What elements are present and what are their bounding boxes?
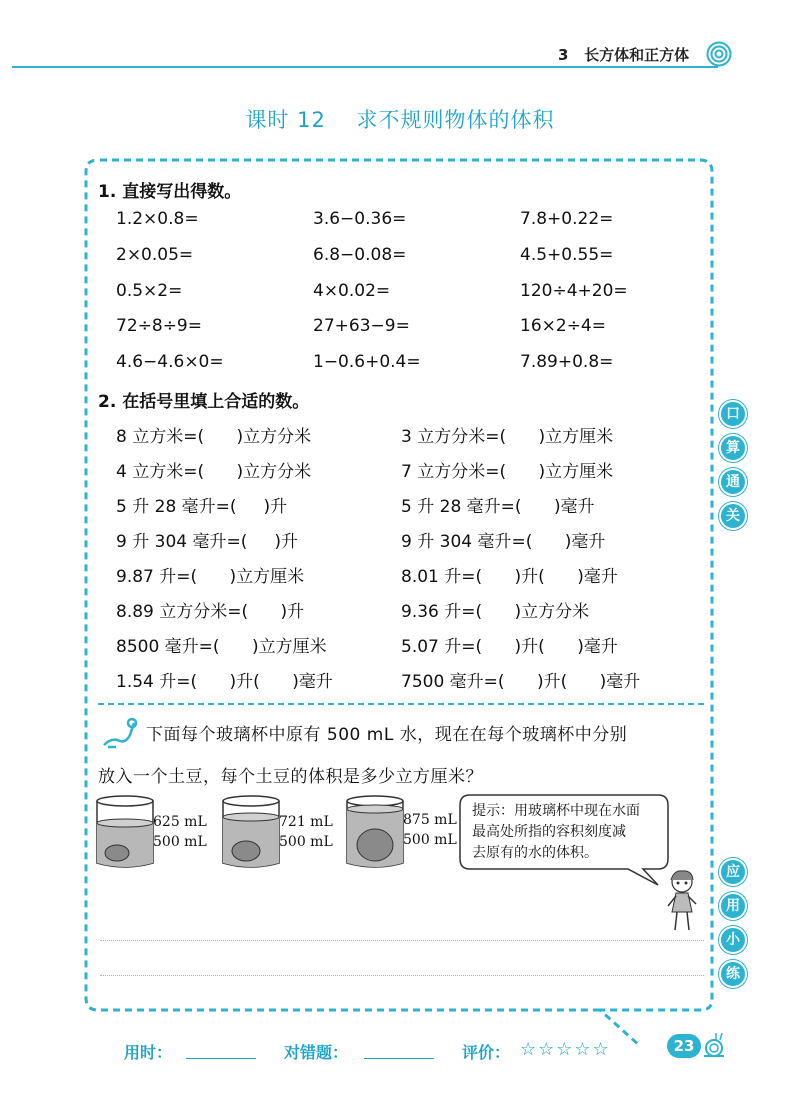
q1-cell: 2×0.05= (116, 245, 194, 265)
side-tab-xiao: 小 (719, 926, 747, 954)
side-tab-kou: 口 (719, 400, 747, 428)
q2-cell: 8.01 升=( )升( )毫升 (401, 567, 618, 587)
q1-cell: 4.5+0.55= (520, 245, 614, 265)
q2-cell: 1.54 升=( )升( )毫升 (116, 672, 333, 692)
q2-cell: 8 立方米=( )立方分米 (116, 427, 312, 447)
lesson-title: 课时 12 求不规则物体的体积 (245, 108, 555, 132)
q1-cell: 7.89+0.8= (520, 352, 614, 372)
glass-cup-1 (95, 795, 155, 870)
cartoon-girl-icon (662, 868, 702, 938)
q1-cell: 6.8−0.08= (313, 245, 407, 265)
q2-cell: 9 升 304 毫升=( )升 (116, 532, 299, 552)
hint-line-2: 最高处所指的容积刻度减 (472, 824, 626, 840)
q1-cell: 4×0.02= (313, 281, 391, 301)
q2-cell: 5 升 28 毫升=( )毫升 (401, 497, 595, 517)
q2-cell: 7 立方分米=( )立方厘米 (401, 462, 614, 482)
chapter-header: 3 长方体和正方体 (558, 46, 690, 64)
q1-cell: 3.6−0.36= (313, 209, 407, 229)
q1-heading: 1. 直接写出得数。 (98, 182, 242, 202)
q1-cell: 7.8+0.22= (520, 209, 614, 229)
q1-cell: 1.2×0.8= (116, 209, 199, 229)
side-tab-guan: 关 (719, 502, 747, 530)
glass-cup-2 (221, 795, 281, 870)
q2-cell: 4 立方米=( )立方分米 (116, 462, 312, 482)
cup-1-upper-mark: 625 mL (153, 814, 207, 830)
snail-icon (700, 1030, 726, 1060)
q1-cell: 27+63−9= (313, 316, 410, 336)
cup-3-lower-mark: 500 mL (403, 832, 457, 848)
q1-cell: 0.5×2= (116, 281, 183, 301)
side-tab-suan: 算 (719, 434, 747, 462)
q2-cell: 7500 毫升=( )升( )毫升 (401, 672, 641, 692)
q1-cell: 16×2÷4= (520, 316, 606, 336)
glass-cup-3 (345, 795, 405, 870)
q2-cell: 9 升 304 毫升=( )毫升 (401, 532, 606, 552)
correct-field[interactable] (364, 1058, 434, 1059)
side-tab-ying: 应 (719, 858, 747, 886)
problem-text-line-2: 放入一个土豆，每个土豆的体积是多少立方厘米？ (98, 767, 483, 787)
cup-3-upper-mark: 875 mL (403, 812, 457, 828)
cup-2-upper-mark: 721 mL (279, 814, 333, 830)
answer-line[interactable] (100, 940, 704, 941)
side-tab-lian: 练 (719, 960, 747, 988)
rating-label: 评价： (462, 1043, 511, 1062)
cup-2-lower-mark: 500 mL (279, 834, 333, 850)
section-divider (98, 703, 704, 705)
q2-heading: 2. 在括号里填上合适的数。 (98, 392, 310, 412)
hint-line-3: 去原有的水的体积。 (472, 845, 598, 861)
q1-cell: 72÷8÷9= (116, 316, 202, 336)
answer-line[interactable] (100, 975, 704, 976)
problem-text-line-1: 下面每个玻璃杯中原有 500 mL 水，现在在每个玻璃杯中分别 (146, 725, 628, 745)
q1-cell: 120÷4+20= (520, 281, 628, 301)
correct-label: 对错题： (284, 1043, 349, 1062)
q2-cell: 5 升 28 毫升=( )升 (116, 497, 288, 517)
q2-cell: 8500 毫升=( )立方厘米 (116, 637, 327, 657)
time-field[interactable] (186, 1058, 256, 1059)
side-tab-tong: 通 (719, 468, 747, 496)
q2-cell: 5.07 升=( )升( )毫升 (401, 637, 618, 657)
cup-1-lower-mark: 500 mL (153, 834, 207, 850)
q2-cell: 9.36 升=( )立方分米 (401, 602, 590, 622)
side-tab-yong: 用 (719, 892, 747, 920)
q1-cell: 1−0.6+0.4= (313, 352, 421, 372)
rating-stars[interactable]: ☆☆☆☆☆ (520, 1039, 611, 1060)
q2-cell: 9.87 升=( )立方厘米 (116, 567, 305, 587)
spiral-icon (706, 41, 732, 67)
microscope-icon (100, 715, 140, 751)
time-label: 用时： (124, 1043, 173, 1062)
q1-cell: 4.6−4.6×0= (116, 352, 224, 372)
hint-line-1: 提示：用玻璃杯中现在水面 (472, 803, 640, 819)
page-number: 23 (667, 1034, 701, 1058)
q2-cell: 3 立方分米=( )立方厘米 (401, 427, 614, 447)
q2-cell: 8.89 立方分米=( )升 (116, 602, 305, 622)
header-rule (12, 66, 718, 68)
